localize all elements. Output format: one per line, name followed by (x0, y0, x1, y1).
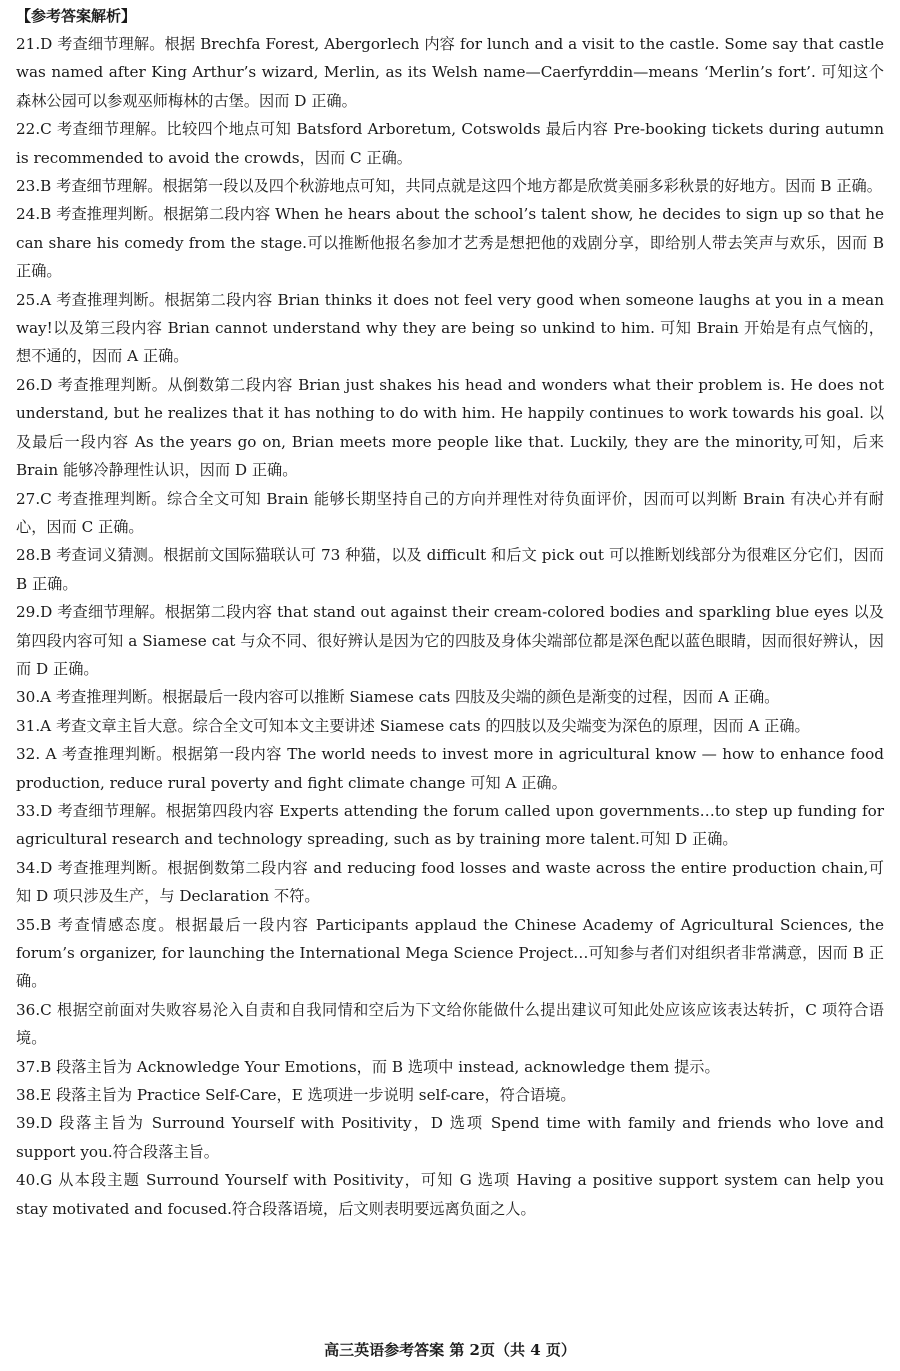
answer-item: 39.D 段落主旨为 Surround Yourself with Positivity，D 选项 Spend time with family and friends who love and support you.符合段落主旨。 (16, 1114, 884, 1161)
answer-item: 37.B 段落主旨为 Acknowledge Your Emotions，而 B 选项中 instead, acknowledge them 提示。 (16, 1057, 720, 1076)
answer-item: 29.D 考查细节理解。根据第二段内容 that stand out against their cream-colored bodies and sparkling blue eyes 以及第四段内容可知 a Siamese cat 与众不同、很好辨认是因为它的四肢及身体尖端部位都是深色配以蓝色眼睛，因而很好辨认，因而 D 正确。 (16, 603, 884, 678)
answer-item: 38.E 段落主旨为 Practice Self-Care，E 选项进一步说明 self-care，符合语境。 (16, 1086, 576, 1105)
answer-item: 27.C 考查推理判断。综合全文可知 Brain 能够长期坚持自己的方向并理性对待负面评价，因而可以判断 Brain 有决心并有耐心，因而 C 正确。 (16, 489, 884, 536)
answer-item: 35.B 考查情感态度。根据最后一段内容 Participants applaud the Chinese Academy of Agricultural Sciences, the forum’s organizer, for launching the International Mega Science Project…可知参与者们对组织者非常满意，因而 B 正确。 (16, 915, 884, 991)
answer-item: 24.B 考查推理判断。根据第二段内容 When he hears about the school’s talent show, he decides to sign up so that he can share his comedy from the stage.可以推断他报名参加才艺秀是想把他的戏剧分享，即给别人带去笑声与欢乐，因而 B 正确。 (16, 205, 884, 281)
answer-item: 25.A 考查推理判断。根据第二段内容 Brian thinks it does not feel very good when someone laughs at you in a mean way!以及第三段内容 Brian cannot understand why they are being so unkind to him. 可知 Brain 开始是有点气恼的，想不通的，因而 A 正确。 (16, 290, 884, 366)
page-footer: 高三英语参考答案 第 2页（共 4 页） (324, 1341, 576, 1359)
answer-item: 23.B 考查细节理解。根据第一段以及四个秋游地点可知，共同点就是这四个地方都是欣赏美丽多彩秋景的好地方。因而 B 正确。 (16, 177, 882, 196)
section-heading: 【参考答案解析】 (16, 7, 137, 25)
answer-item: 30.A 考查推理判断。根据最后一段内容可以推断 Siamese cats 四肢及尖端的颜色是渐变的过程，因而 A 正确。 (16, 688, 780, 707)
answer-item: 26.D 考查推理判断。从倒数第二段内容 Brian just shakes his head and wonders what their problem is. He does not understand, but he realizes that it has nothing to do with him. He happily continues to work towards his goal. 以及最后一段内容 As the years go on, Brian meets more people like that. Luckily, they are the minority,可知，后来 Brain 能够冷静理性认识，因而 D 正确。 (16, 375, 884, 480)
answer-item: 31.A 考查文章主旨大意。综合全文可知本文主要讲述 Siamese cats 的四肢以及尖端变为深色的原理，因而 A 正确。 (16, 716, 810, 735)
answer-list (16, 30, 884, 1223)
answer-item: 21.D 考查细节理解。根据 Brechfa Forest, Abergorlech 内容 for lunch and a visit to the castle. Some say that castle was named after King Arthur’s wizard, Merlin, as its Welsh name—Caerfyrddin—means ‘Merlin’s fort’. 可知这个森林公园可以参观巫师梅林的古堡。因而 D 正确。 (16, 35, 884, 110)
answer-item: 32. A 考查推理判断。根据第一段内容 The world needs to invest more in agricultural know — how to enhance food production, reduce rural poverty and fight climate change 可知 A 正确。 (16, 745, 884, 792)
answer-item: 40.G 从本段主题 Surround Yourself with Positivity，可知 G 选项 Having a positive support system can help you stay motivated and focused.符合段落语境，后文则表明要远离负面之人。 (16, 1171, 884, 1218)
answer-page (16, 0, 884, 1223)
answer-item: 34.D 考查推理判断。根据倒数第二段内容 and reducing food losses and waste across the entire production chain,可知 D 项只涉及生产，与 Declaration 不符。 (16, 858, 884, 906)
answer-item: 22.C 考查细节理解。比较四个地点可知 Batsford Arboretum, Cotswolds 最后内容 Pre-booking tickets during autumn is recommended to avoid the crowds，因而 C 正确。 (16, 120, 884, 167)
answer-item: 36.C 根据空前面对失败容易沦入自责和自我同情和空后为下文给你能做什么提出建议可知此处应该应该表达转折，C 项符合语境。 (16, 1000, 884, 1048)
answer-item: 28.B 考查词义猜测。根据前文国际猫联认可 73 种猫，以及 difficult 和后文 pick out 可以推断划线部分为很难区分它们，因而 B 正确。 (16, 546, 884, 593)
answer-item: 33.D 考查细节理解。根据第四段内容 Experts attending the forum called upon governments…to step up funding for agricultural research and technology spreading, such as by training more talent.可知 D 正确。 (16, 801, 884, 849)
